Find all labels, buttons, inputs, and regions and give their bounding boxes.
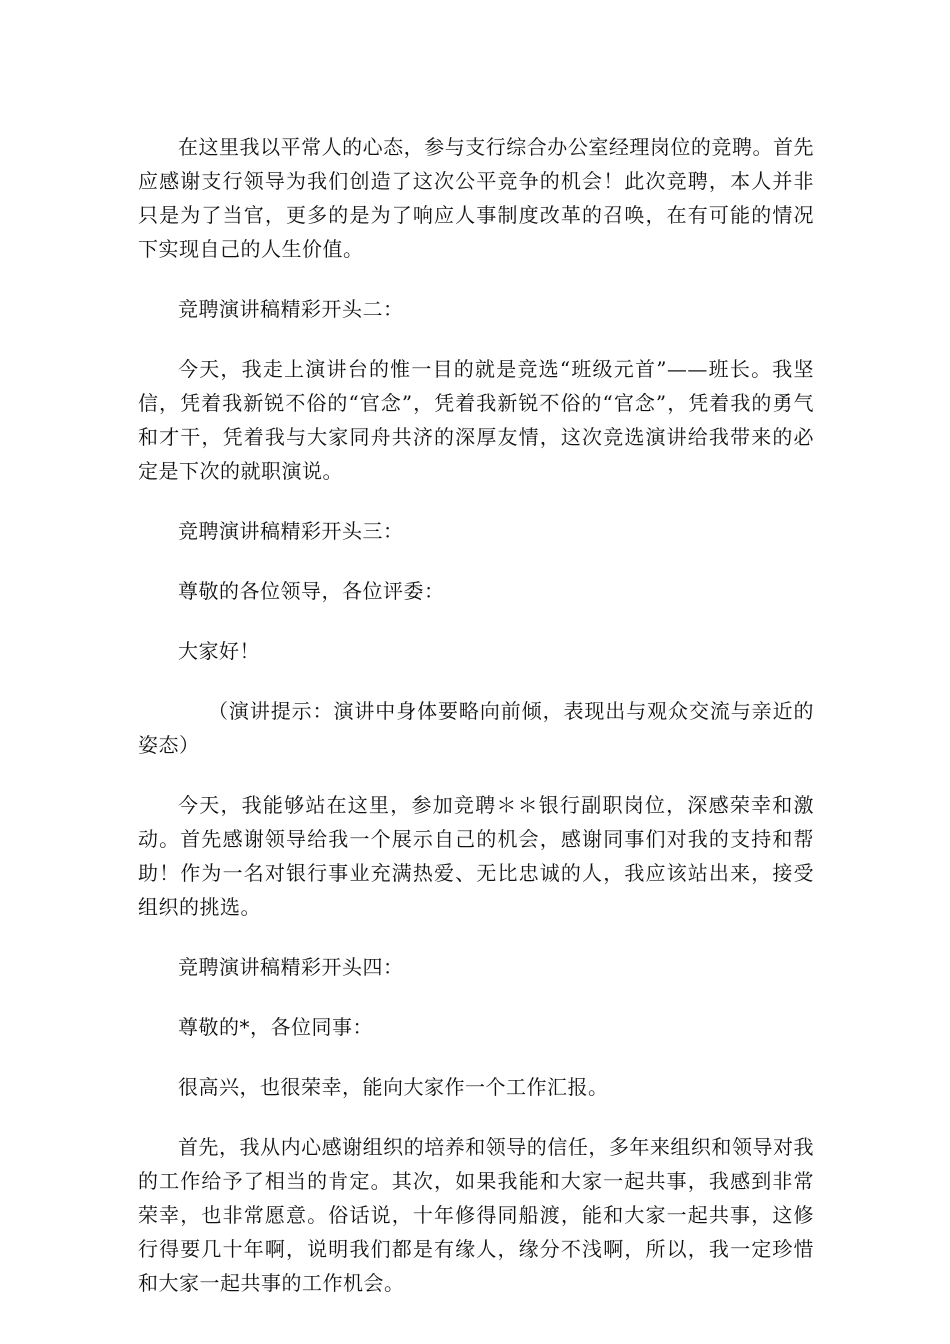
salutation-leaders: 尊敬的各位领导，各位评委： [178,579,445,603]
section-heading-two: 竞聘演讲稿精彩开头二： [178,297,404,321]
document-page [138,130,814,1326]
paragraph-monitor-speech: 今天，我走上演讲台的惟一目的就是竞选“班级元首”——班长。我坚信，凭着我新锐不俗的“官念”，凭着我新锐不俗的“官念”，凭着我的勇气和才干，凭着我与大家同舟共济的深厚友情，这次竞选演讲给我带来的必定是下次的就职演说。 [138,357,814,483]
paragraph-work-report: 很高兴，也很荣幸，能向大家作一个工作汇报。 [178,1075,609,1099]
speech-tip-note: （演讲提示：演讲中身体要略向前倾，表现出与观众交流与亲近的姿态） [138,699,814,757]
greeting-everyone: 大家好！ [178,639,260,663]
section-heading-four: 竞聘演讲稿精彩开头四： [178,955,404,979]
paragraph-intro: 在这里我以平常人的心态，参与支行综合办公室经理岗位的竞聘。首先应感谢支行领导为我们创造了这次公平竞争的机会！此次竞聘，本人并非只是为了当官，更多的是为了响应人事制度改革的召唤，在有可能的情况下实现自己的人生价值。 [138,135,814,261]
salutation-colleagues: 尊敬的*，各位同事： [178,1015,373,1039]
paragraph-bank-position: 今天，我能够站在这里，参加竞聘＊＊银行副职岗位，深感荣幸和激动。首先感谢领导给我一个展示自己的机会，感谢同事们对我的支持和帮助！作为一名对银行事业充满热爱、无比忠诚的人，我应该站出来，接受组织的挑选。 [138,793,814,919]
section-heading-three: 竞聘演讲稿精彩开头三： [178,519,404,543]
paragraph-thanks-organization: 首先，我从内心感谢组织的培养和领导的信任，多年来组织和领导对我的工作给予了相当的肯定。其次，如果我能和大家一起共事，我感到非常荣幸，也非常愿意。俗话说，十年修得同船渡，能和大家一起共事，这修行得要几十年啊，说明我们都是有缘人，缘分不浅啊，所以，我一定珍惜和大家一起共事的工作机会。 [138,1135,814,1295]
